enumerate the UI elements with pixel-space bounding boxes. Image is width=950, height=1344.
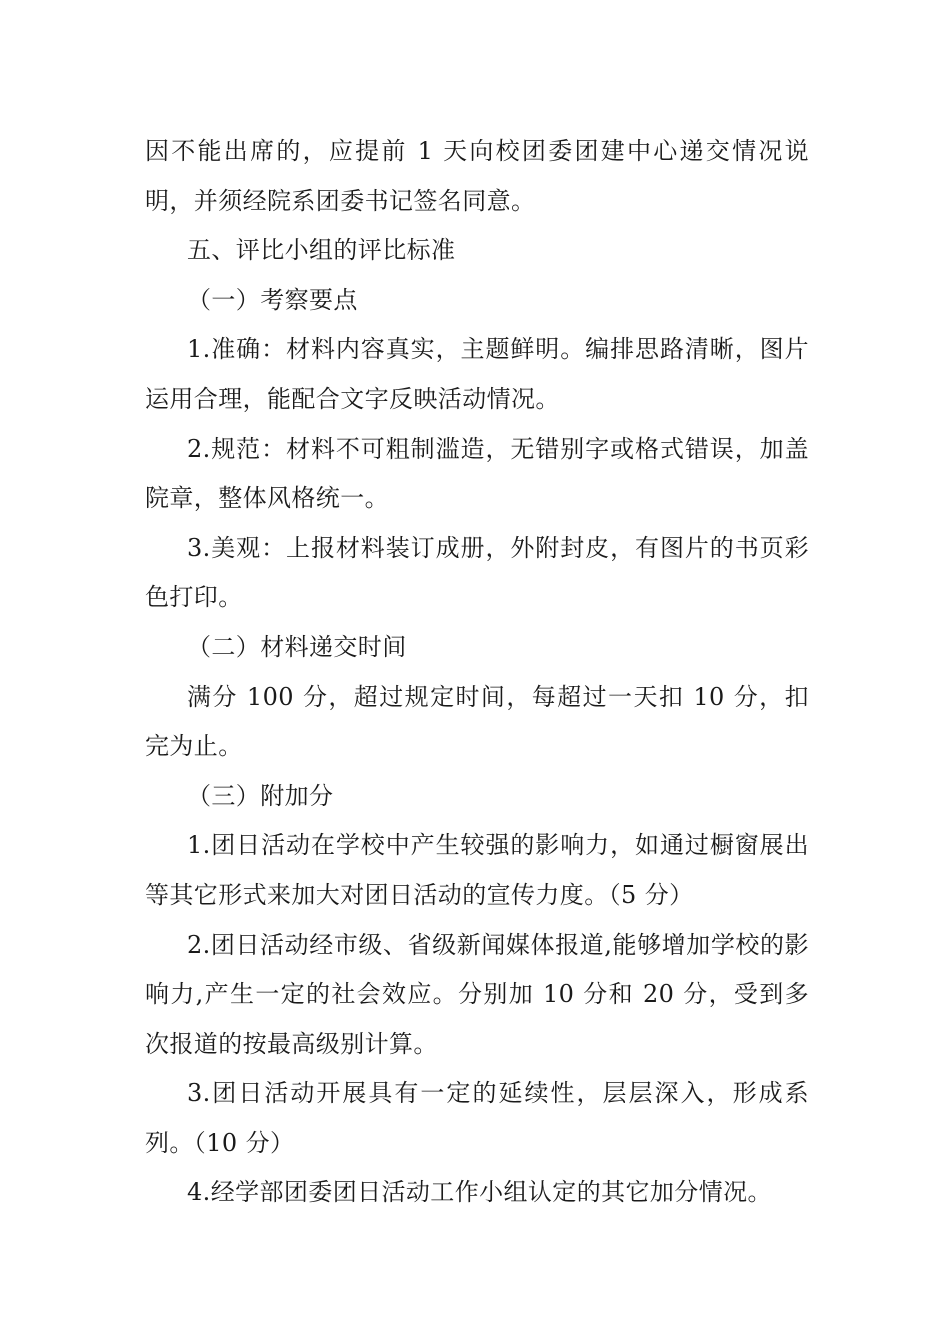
section-heading-five: 五、评比小组的评比标准: [187, 236, 456, 265]
paragraph-full-score: 满分 100 分，超过规定时间，每超过一天扣 10 分，扣完为止。: [145, 682, 809, 761]
paragraph-bonus-3: 3.团日活动开展具有一定的延续性，层层深入，形成系列。（10 分）: [145, 1079, 809, 1157]
subheading-bonus-points: （三）附加分: [187, 781, 334, 810]
paragraph-appearance: 3.美观：上报材料装订成册，外附封皮，有图片的书页彩色打印。: [145, 533, 809, 612]
subheading-inspection-points: （一）考察要点: [187, 285, 358, 314]
paragraph-standard: 2.规范：材料不可粗制滥造，无错别字或格式错误，加盖院章，整体风格统一。: [145, 434, 809, 513]
paragraph-bonus-4: 4.经学部团委团日活动工作小组认定的其它加分情况。: [187, 1178, 772, 1207]
paragraph-bonus-1: 1.团日活动在学校中产生较强的影响力，如通过橱窗展出等其它形式来加大对团日活动的宣传力度。（5 分）: [145, 831, 809, 909]
paragraph-accuracy: 1.准确：材料内容真实，主题鲜明。编排思路清晰，图片运用合理，能配合文字反映活动情况。: [145, 335, 809, 413]
document-body: [145, 127, 809, 1218]
paragraph-continuation: 因不能出席的，应提前 1 天向校团委团建中心递交情况说明，并须经院系团委书记签名同意。: [145, 137, 809, 215]
paragraph-bonus-2: 2.团日活动经市级、省级新闻媒体报道,能够增加学校的影响力,产生一定的社会效应。分别加 10 分和 20 分，受到多次报道的按最高级别计算。: [145, 930, 809, 1058]
subheading-submission-time: （二）材料递交时间: [187, 632, 407, 661]
